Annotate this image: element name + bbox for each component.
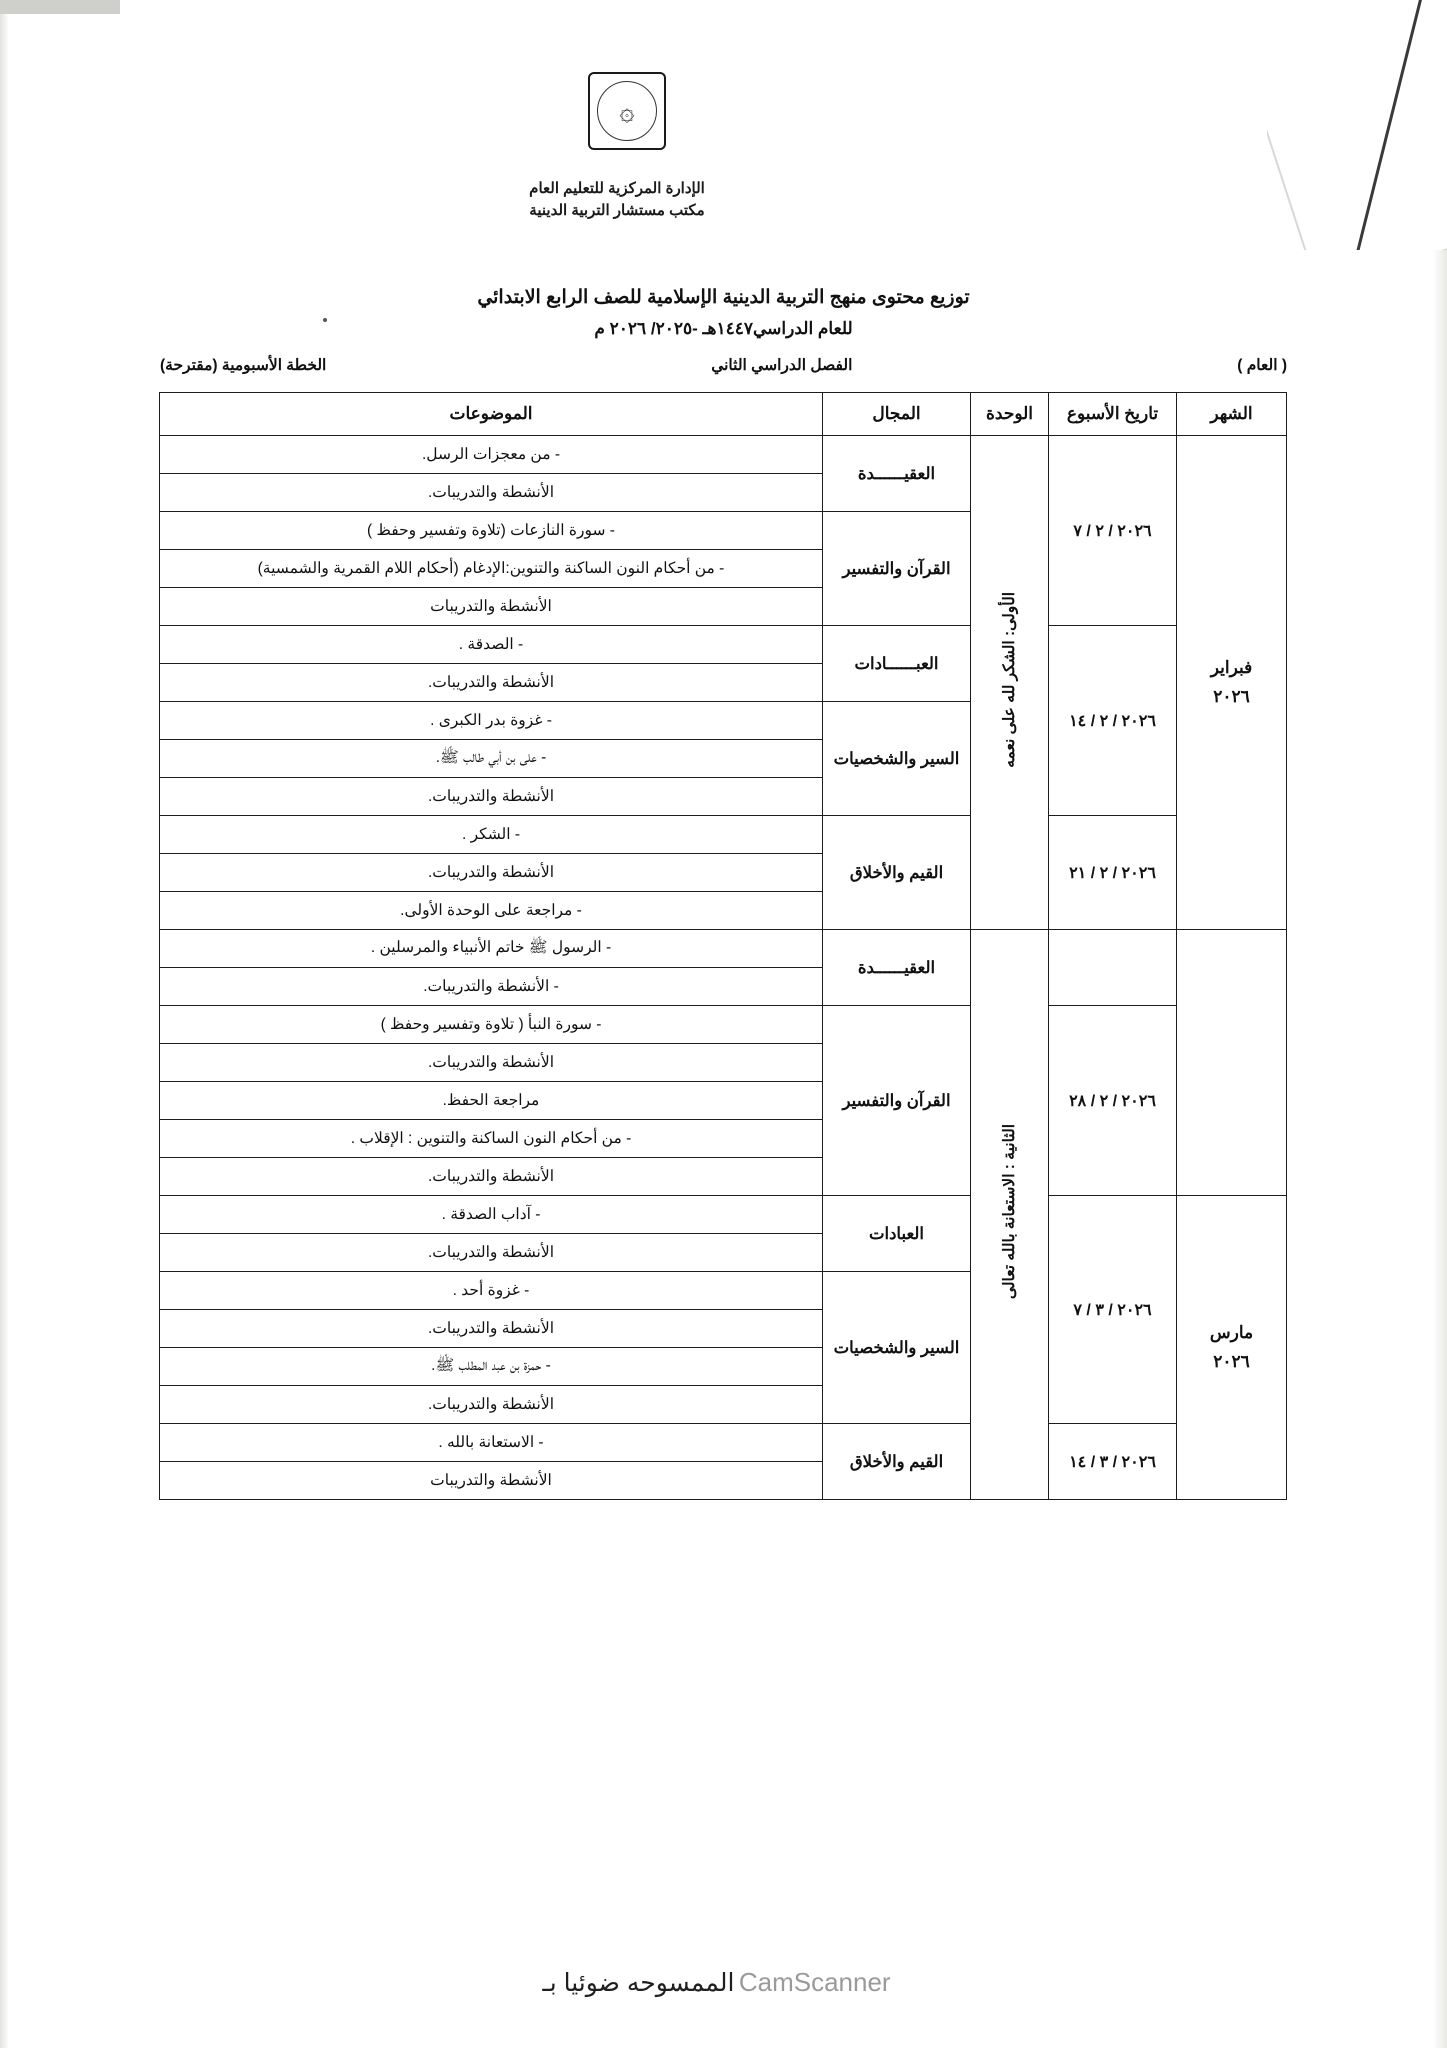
table-row xyxy=(160,1006,1287,1044)
document-title-block xyxy=(0,286,1447,339)
cell-topic: - سورة النبأ ( تلاوة وتفسير وحفظ ) xyxy=(160,1006,823,1044)
plan-term-label: الفصل الدراسي الثاني xyxy=(711,357,853,374)
header-month: الشهر xyxy=(1177,393,1287,436)
camscanner-brand: CamScanner xyxy=(738,1967,891,1997)
cell-topic: - من معجزات الرسل. xyxy=(160,436,823,474)
table-row xyxy=(160,626,1287,664)
scan-smudge xyxy=(323,318,327,322)
cell-topic: الأنشطة والتدريبات. xyxy=(160,1234,823,1272)
cell-topic: الأنشطة والتدريبات. xyxy=(160,664,823,702)
month-name: فبراير xyxy=(1210,657,1253,677)
table-row xyxy=(160,1424,1287,1462)
plan-track-label: ( العام ) xyxy=(1237,357,1287,374)
table-row xyxy=(160,436,1287,474)
cell-topic: الأنشطة والتدريبات. xyxy=(160,778,823,816)
table-row xyxy=(160,930,1287,968)
ministry-line-1: الإدارة المركزية للتعليم العام xyxy=(529,180,705,197)
cell-topic: - الصدقة . xyxy=(160,626,823,664)
cell-field-aqeedah-2: العقيــــــدة xyxy=(823,930,971,1006)
cell-topic: الأنشطة والتدريبات. xyxy=(160,1310,823,1348)
cell-unit-1 xyxy=(971,436,1049,930)
cell-topic: - آداب الصدقة . xyxy=(160,1196,823,1234)
cell-topic: الأنشطة والتدريبات. xyxy=(160,1158,823,1196)
cell-field-quran-2: القرآن والتفسير xyxy=(823,1006,971,1196)
header-field: المجال xyxy=(823,393,971,436)
cell-topic: الأنشطة والتدريبات xyxy=(160,1462,823,1500)
header-unit: الوحدة xyxy=(971,393,1049,436)
cell-topic: - غزوة بدر الكبرى . xyxy=(160,702,823,740)
cell-topic: الأنشطة والتدريبات. xyxy=(160,1044,823,1082)
cell-topic: - غزوة أحد . xyxy=(160,1272,823,1310)
cell-topic: الأنشطة والتدريبات. xyxy=(160,1386,823,1424)
table-header-row xyxy=(160,393,1287,436)
cell-topic: - الأنشطة والتدريبات. xyxy=(160,968,823,1006)
cell-month-february-cont xyxy=(1177,930,1287,1196)
cell-week-3: ٢٠٢٦ / ٢ / ٢١ xyxy=(1049,816,1177,930)
header-week: تاريخ الأسبوع xyxy=(1049,393,1177,436)
cell-topic: مراجعة الحفظ. xyxy=(160,1082,823,1120)
cell-field-values-2: القيم والأخلاق xyxy=(823,1424,971,1500)
cell-week-1: ٢٠٢٦ / ٢ / ٧ xyxy=(1049,436,1177,626)
corner-fold-line xyxy=(1348,0,1423,250)
cell-week-6: ٢٠٢٦ / ٣ / ١٤ xyxy=(1049,1424,1177,1500)
cell-field-seerah-2: السير والشخصيات xyxy=(823,1272,971,1424)
cell-topic: - من أحكام النون الساكنة والتنوين:الإدغام (أحكام اللام القمرية والشمسية) xyxy=(160,550,823,588)
camscanner-arabic: الممسوحه ضوئيا بـ xyxy=(542,1969,735,1997)
curriculum-distribution-table xyxy=(159,392,1287,1500)
cell-field-ibadat-1: العبــــــادات xyxy=(823,626,971,702)
table-row xyxy=(160,816,1287,854)
month-year: ٢٠٢٦ xyxy=(1213,1351,1250,1371)
unit-1-label: الأولى: الشكر لله على نعمه xyxy=(1000,592,1018,768)
cell-week-4: ٢٠٢٦ / ٢ / ٢٨ xyxy=(1049,1006,1177,1196)
cell-topic: - الرسول ﷺ خاتم الأنبياء والمرسلين . xyxy=(160,930,823,968)
cell-field-ibadat-2: العبادات xyxy=(823,1196,971,1272)
cell-field-quran-1: القرآن والتفسير xyxy=(823,512,971,626)
cell-topic: - الشكر . xyxy=(160,816,823,854)
month-name: مارس xyxy=(1209,1322,1254,1342)
plan-subtitle-row xyxy=(160,356,1287,375)
header-topics: الموضوعات xyxy=(160,393,823,436)
page-subtitle-year: للعام الدراسي١٤٤٧هـ -٢٠٢٥/ ٢٠٢٦ م xyxy=(594,319,853,338)
eagle-emblem-icon xyxy=(588,72,666,150)
page-corner-fold xyxy=(1267,0,1447,250)
cell-topic: - على بن أبي طالب ﷺ. xyxy=(160,740,823,778)
cell-field-seerah-1: السير والشخصيات xyxy=(823,702,971,816)
ministry-line-2: مكتب مستشار التربية الدينية xyxy=(529,201,705,219)
cell-month-march xyxy=(1177,1196,1287,1500)
cell-week-5: ٢٠٢٦ / ٣ / ٧ xyxy=(1049,1196,1177,1424)
plan-weekly-label: الخطة الأسبومية (مقترحة) xyxy=(160,357,327,374)
cell-topic: الأنشطة والتدريبات xyxy=(160,588,823,626)
cell-topic: الأنشطة والتدريبات. xyxy=(160,474,823,512)
page-edge-top-left xyxy=(0,0,120,14)
camscanner-watermark xyxy=(0,1967,1447,1998)
ministry-heading xyxy=(467,178,767,222)
cell-topic: - سورة النازعات (تلاوة وتفسير وحفظ ) xyxy=(160,512,823,550)
eagle-emblem-inner: ۞ xyxy=(597,81,657,141)
cell-topic: الأنشطة والتدريبات. xyxy=(160,854,823,892)
cell-topic: - من أحكام النون الساكنة والتنوين : الإقلاب . xyxy=(160,1120,823,1158)
cell-unit-2 xyxy=(971,930,1049,1500)
cell-field-values-1: القيم والأخلاق xyxy=(823,816,971,930)
ministry-logo xyxy=(567,72,687,150)
month-year: ٢٠٢٦ xyxy=(1213,686,1250,706)
cell-field-aqeedah-1: العقيــــــدة xyxy=(823,436,971,512)
cell-topic: - الاستعانة بالله . xyxy=(160,1424,823,1462)
cell-week-3-cont xyxy=(1049,930,1177,1006)
page-title: توزيع محتوى منهج التربية الدينية الإسلامية للصف الرابع الابتدائي xyxy=(477,287,970,308)
table-row xyxy=(160,1196,1287,1234)
cell-week-2: ٢٠٢٦ / ٢ / ١٤ xyxy=(1049,626,1177,816)
unit-2-label: الثانية : الاستعانة بالله تعالى xyxy=(1000,1124,1018,1300)
cell-topic: - مراجعة على الوحدة الأولى. xyxy=(160,892,823,930)
cell-topic: - حمزة بن عبد المطلب ﷺ. xyxy=(160,1348,823,1386)
cell-month-february xyxy=(1177,436,1287,930)
